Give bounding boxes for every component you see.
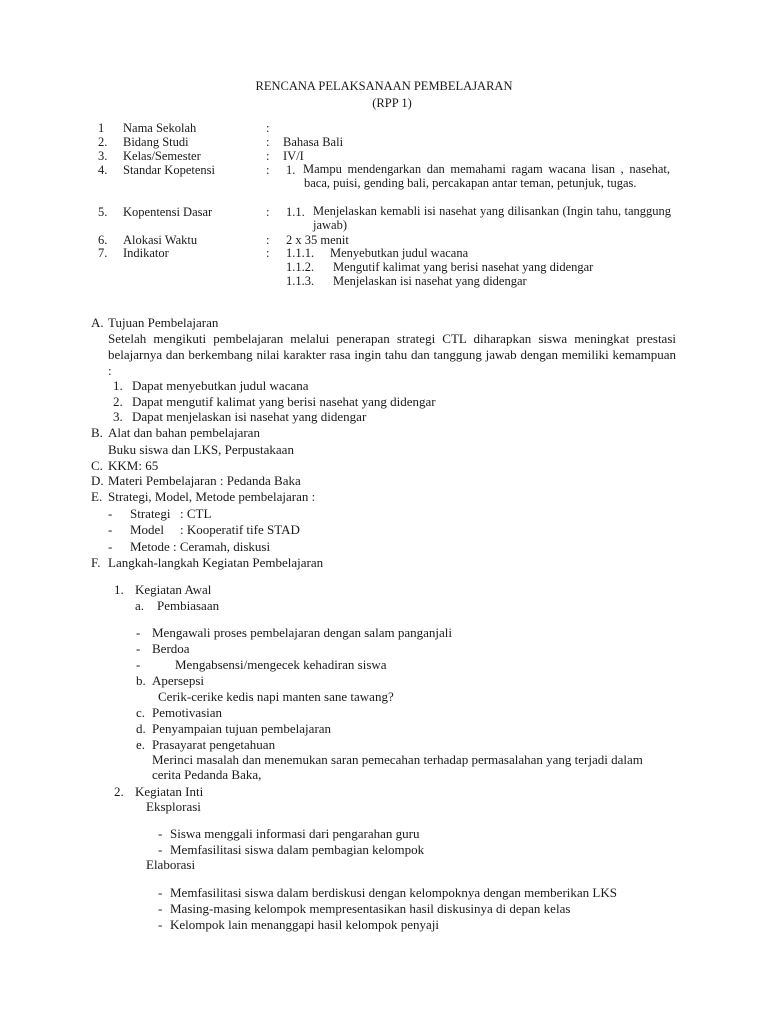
info-value-paragraph: Mampu mendengarkan dan memahami ragam wacana lisan , nasehat, baca, puisi, gending bali, percakapan antar teman, petunjuk, tugas. [303,162,670,190]
info-num: 5. [98,205,108,219]
info-colon: : [266,163,270,177]
step-num: 2. [114,784,124,799]
list-dash: - [108,522,113,537]
indikator-num: 1.1.1. [286,246,315,260]
section-title: Langkah-langkah Kegiatan Pembelajaran [108,555,324,570]
info-label: Standar Kopetensi [123,163,215,177]
info-colon: : [266,205,270,219]
sub-letter: c. [136,705,146,720]
list-item: Dapat mengutif kalimat yang berisi nasehat yang didengar [132,394,436,409]
section-title: Materi Pembelajaran : Pedanda Baka [108,473,301,488]
info-label: Bidang Studi [123,135,189,149]
sub-item: Pemotivasian [152,705,223,720]
section-letter: D. [91,473,104,488]
indikator-text: Menjelaskan isi nasehat yang didengar [333,274,527,288]
indikator-text: Mengutif kalimat yang berisi nasehat yang didengar [333,260,594,274]
section-letter: F. [91,555,101,570]
info-num: 3. [98,149,108,163]
section-title: KKM: 65 [108,458,159,473]
info-value-num: 1.1. [286,205,305,219]
list-dash: - [108,506,113,521]
sub-letter: b. [136,673,146,688]
info-label: Alokasi Waktu [123,233,198,247]
info-label: Indikator [123,246,169,260]
list-num: 2. [113,394,123,409]
phase-title: Eksplorasi [146,799,201,814]
sub-letter: a. [135,598,145,613]
info-colon: : [266,149,270,163]
model-label: Model [130,522,164,537]
list-dash: - [158,917,163,932]
info-colon: : [266,121,270,135]
section-detail: Buku siswa dan LKS, Perpustakaan [108,442,294,457]
sub-item: Prasayarat pengetahuan [152,737,276,752]
metode-label: Metode : Ceramah, diskusi [130,539,271,554]
list-num: 3. [113,409,123,424]
sub-letter: d. [136,721,146,736]
section-letter: A. [91,315,104,330]
info-colon: : [266,233,270,247]
document-subtitle: (RPP 1) [372,96,412,110]
info-value-paragraph: Menjelaskan kemabli isi nasehat yang dilisankan (Ingin tahu, tanggung jawab) [313,204,671,232]
info-value: 2 x 35 menit [286,233,349,247]
sub-item: Penyampaian tujuan pembelajaran [152,721,332,736]
model-value: : Kooperatif tife STAD [180,522,300,537]
info-num: 4. [98,163,108,177]
step-title: Kegiatan Inti [135,784,204,799]
section-letter: E. [91,489,103,504]
info-num: 6. [98,233,108,247]
info-colon: : [266,135,270,149]
sub-letter: e. [136,737,146,752]
step-num: 1. [114,582,124,597]
sub-item: Apersepsi [152,673,204,688]
info-colon: : [266,246,270,260]
strategy-value: : CTL [180,506,212,521]
info-label: Kopentensi Dasar [123,205,213,219]
list-item: Mengawali proses pembelajaran dengan salam panganjali [152,625,452,640]
list-item: Mengabsensi/mengecek kehadiran siswa [175,657,387,672]
list-item: Memfasilitasi siswa dalam pembagian kelompok [170,842,425,857]
section-paragraph: Setelah mengikuti pembelajaran melalui penerapan strategi CTL diharapkan siswa meningkat prestasi belajarnya dan berkembang nilai karakter rasa ingin tahu dan tanggung jawab dengan memiliki kemampuan : [108,331,676,378]
section-title: Alat dan bahan pembelajaran [108,425,260,440]
sub-detail: Merinci masalah dan menemukan saran pemecahan terhadap permasalahan yang terjadi dalam [152,752,643,767]
strategy-label: Strategi [130,506,171,521]
sub-item: Pembiasaan [157,598,220,613]
info-value-num: 1. [286,163,296,177]
info-label: Kelas/Semester [123,149,201,163]
list-dash: - [136,641,141,656]
document-title: RENCANA PELAKSANAAN PEMBELAJARAN [255,79,513,93]
indikator-text: Menyebutkan judul wacana [330,246,469,260]
indikator-num: 1.1.3. [286,274,315,288]
list-dash: - [158,842,163,857]
list-dash: - [108,539,113,554]
section-letter: B. [91,425,103,440]
info-value: IV/I [283,149,304,163]
sub-detail: cerita Pedanda Baka, [152,767,262,782]
section-title: Tujuan Pembelajaran [108,315,219,330]
section-title: Strategi, Model, Metode pembelajaran : [108,489,316,504]
list-dash: - [136,657,141,672]
list-item: Dapat menjelaskan isi nasehat yang didengar [132,409,367,424]
list-dash: - [158,826,163,841]
info-label: Nama Sekolah [123,121,197,135]
list-item: Masing-masing kelompok mempresentasikan hasil diskusinya di depan kelas [170,901,571,916]
list-item: Kelompok lain menanggapi hasil kelompok penyaji [170,917,439,932]
section-letter: C. [91,458,103,473]
list-dash: - [158,885,163,900]
list-item: Berdoa [152,641,190,656]
list-dash: - [136,625,141,640]
info-num: 2. [98,135,108,149]
info-num: 1 [98,121,105,135]
sub-detail: Cerik-cerike kedis napi manten sane tawang? [158,689,394,704]
indikator-num: 1.1.2. [286,260,315,274]
step-title: Kegiatan Awal [135,582,212,597]
list-item: Siswa menggali informasi dari pengarahan guru [170,826,420,841]
list-dash: - [158,901,163,916]
phase-title: Elaborasi [146,857,196,872]
list-num: 1. [113,378,123,393]
info-num: 7. [98,246,108,260]
info-value: Bahasa Bali [283,135,344,149]
list-item: Dapat menyebutkan judul wacana [132,378,309,393]
list-item: Memfasilitasi siswa dalam berdiskusi dengan kelompoknya dengan memberikan LKS [170,885,617,900]
